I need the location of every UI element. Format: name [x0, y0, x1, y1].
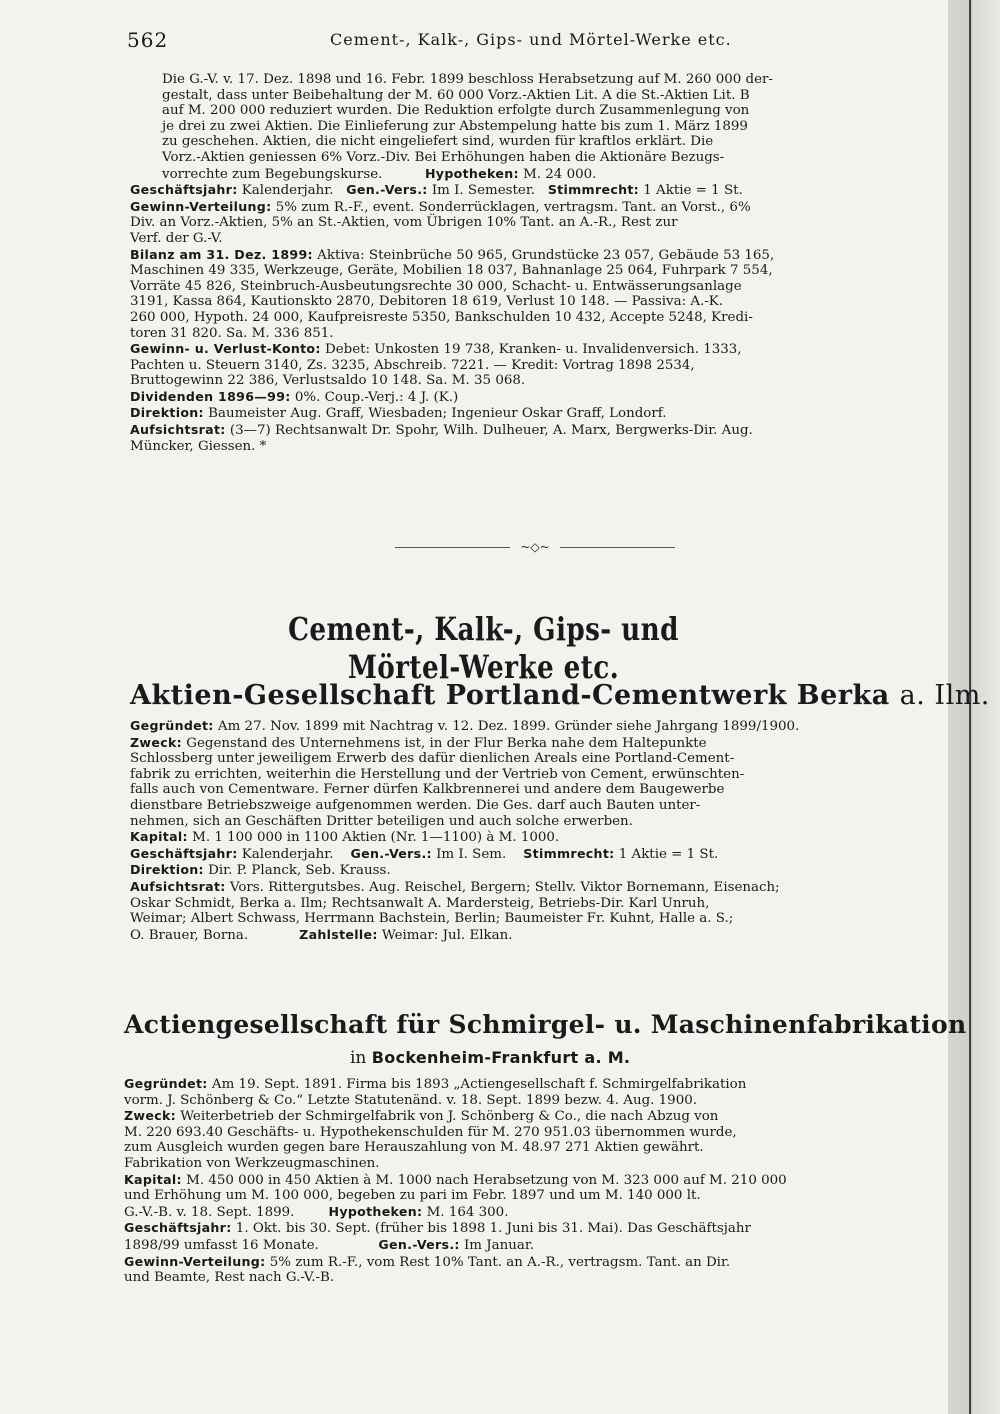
- text-line: falls auch von Cementware. Ferner dürfen Kalkbrennerei und andere dem Baugewerbe: [130, 782, 725, 798]
- geschaeftsjahr: Geschäftsjahr: 1. Okt. bis 30. Sept. (früher bis 1898 1. Juni bis 31. Mai). Das Geschäftsjahr 1898/99 umfasst 16 Monate. Gen.-Vers.: Im Januar.: [124, 1220, 751, 1253]
- text-line: Schlossberg unter jeweiligem Erwerb des dafür dienlichen Areals eine Portland-Cement-: [130, 751, 735, 767]
- text-line: Weimar; Albert Schwass, Herrmann Bachstein, Berlin; Baumeister Fr. Kuhnt, Halle a. S.;: [130, 911, 734, 927]
- section-title: Cement-, Kalk-, Gips- und Mörtel-Werke etc.: [288, 610, 679, 686]
- text-line: dienstbare Betriebszweige aufgenommen werden. Die Ges. darf auch Bauten unter-: [130, 797, 701, 813]
- text-line: Div. an Vorz.-Aktien, 5% an St.-Aktien, vom Übrigen 10% Tant. an A.-R., Rest zur: [130, 215, 678, 231]
- text-line: je drei zu zwei Aktien. Die Einlieferung zur Abstempelung hatte bis zum 1. März 1899: [162, 118, 748, 134]
- direktion-line: Direktion: Dir. P. Planck, Seb. Krauss.: [130, 862, 391, 879]
- text-line: auf M. 200 000 reduziert wurden. Die Reduktion erfolgte durch Zusammenlegung von: [162, 103, 750, 119]
- company-location: a. Ilm.: [899, 680, 990, 711]
- section-divider: [395, 540, 675, 554]
- company-entry: [130, 718, 930, 943]
- text-line: Vorz.-Aktien geniessen 6% Vorz.-Div. Bei Erhöhungen haben die Aktionäre Bezugs-: [162, 149, 725, 165]
- geschaeftsjahr-line: Geschäftsjahr: Kalenderjahr. Gen.-Vers.: Im I. Sem. Stimmrecht: 1 Aktie = 1 St.: [130, 845, 719, 862]
- divider-ornament: ~◇~: [520, 540, 550, 554]
- gewinn-verteilung: Gewinn-Verteilung: 5% zum R.-F., event. Sonderrücklagen, vertragsm. Tant. an Vorst., 6% Div. an Vorz.-Aktien, 5% an St.-Aktien, vom Übrigen 10% Tant. an A.-R., Rest zur Verf. der G.-V.: [130, 199, 930, 247]
- text-line: Pachten u. Steuern 3140, Zs. 3235, Abschreib. 7221. — Kredit: Vortrag 1898 2534,: [130, 357, 695, 373]
- kapital: Kapital: M. 450 000 in 450 Aktien à M. 1000 nach Herabsetzung von M. 323 000 auf M. 210 000 und Erhöhung um M. 100 000, begeben zu pari im Febr. 1897 und um M. 140 000 lt. G.-V.-B. v. 18. Sept. 1899. Hypotheken: M. 164 300.: [124, 1172, 930, 1221]
- text-line: Fabrikation von Werkzeugmaschinen.: [124, 1155, 380, 1171]
- zahlstelle-label: Zahlstelle:: [299, 926, 378, 942]
- zweck: Zweck: Gegenstand des Unternehmens ist, in der Flur Berka nahe dem Haltepunkte Schlossberg unter jeweiligem Erwerb des dafür dienlichen Areals eine Portland-Cement- fabrik zu errichten, weiterhin die Herstellung und der Vertrieb von Cement, erwünschten- falls auch von Cementware. Ferner dürfen Kalkbrennerei und andere dem Baugewerbe dienstbare Betriebszweige aufgenommen werden. Die Ges. darf auch Bauten unter- nehmen, sich an Geschäften Dritter beteiligen und auch solche erwerben.: [130, 735, 930, 830]
- previous-entry: [130, 72, 930, 454]
- text-line: Vorräte 45 826, Steinbruch-Ausbeutungsrechte 30 000, Schacht- u. Entwässerungsanlage: [130, 278, 742, 294]
- text-line: vorm. J. Schönberg & Co.“ Letzte Statutenänd. v. 18. Sept. 1899 bezw. 4. Aug. 1900.: [124, 1092, 697, 1108]
- text-line: 3191, Kassa 864, Kautionskto 2870, Debitoren 18 619, Verlust 10 148. — Passiva: A.-K.: [130, 294, 724, 310]
- text-line: gestalt, dass unter Beibehaltung der M. 60 000 Vorz.-Aktien Lit. A die St.-Aktien Lit. B: [162, 87, 750, 103]
- divider-line-right: [560, 547, 675, 548]
- text-line: und Beamte, Rest nach G.-V.-B.: [124, 1270, 335, 1286]
- gv-resolution-paragraph: [130, 72, 930, 182]
- text-line: Maschinen 49 335, Werkzeuge, Geräte, Mobilien 18 037, Bahnanlage 25 064, Fuhrpark 7 554,: [130, 263, 773, 279]
- text-line: zu geschehen. Aktien, die nicht eingeliefert sind, wurden für kraftlos erklärt. Die: [162, 134, 714, 150]
- gegruendet: Gegründet: Am 19. Sept. 1891. Firma bis 1893 „Actiengesellschaft f. Schmirgelfabrikation vorm. J. Schönberg & Co.“ Letzte Statutenänd. v. 18. Sept. 1899 bezw. 4. Aug. 1900.: [124, 1076, 930, 1108]
- aufsichtsrat: Aufsichtsrat: (3—7) Rechtsanwalt Dr. Spohr, Wilh. Dulheuer, A. Marx, Bergwerks-Dir. Aug. Müncker, Giessen. *: [130, 422, 930, 454]
- company-entry: [124, 1076, 930, 1286]
- hypotheken-label: Hypotheken:: [424, 165, 519, 181]
- page-number: 562: [127, 28, 169, 52]
- text-line: Oskar Schmidt, Berka a. Ilm; Rechtsanwalt A. Mardersteig, Betriebs-Dir. Karl Unruh,: [130, 895, 710, 911]
- bilanz: Bilanz am 31. Dez. 1899: Aktiva: Steinbrüche 50 965, Grundstücke 23 057, Gebäude 53 165, Maschinen 49 335, Werkzeuge, Geräte, Mobilien 18 037, Bahnanlage 25 064, Fuhrpark 7 554, Vorräte 45 826, Steinbruch-Ausbeutungsrechte 30 000, Schacht- u. Entwässerungsanlage 3191, Kassa 864, Kautionskto 2870, Debitoren 18 619, Verlust 10 148. — Passiva: A.-K. 260 000, Hypoth. 24 000, Kaufpreisreste 5350, Bankschulden 10 432, Accepte 5248, Kredi- toren 31 820. Sa. M. 336 851.: [130, 247, 930, 342]
- text-line: M. 220 693.40 Geschäfts- u. Hypothekenschulden für M. 270 951.03 übernommen wurde,: [124, 1124, 737, 1140]
- text-line: Bruttogewinn 22 386, Verlustsaldo 10 148. Sa. M. 35 068.: [130, 373, 526, 389]
- text-line: toren 31 820. Sa. M. 336 851.: [130, 325, 334, 341]
- text-line: Die G.-V. v. 17. Dez. 1898 und 16. Febr. 1899 beschloss Herabsetzung auf M. 260 000 der-: [162, 72, 773, 87]
- dividenden-line: Dividenden 1896—99: 0%. Coup.-Verj.: 4 J. (K.): [130, 388, 459, 405]
- hypotheken-value: M. 24 000.: [523, 166, 597, 182]
- divider-line-left: [395, 547, 510, 548]
- zweck: Zweck: Weiterbetrieb der Schmirgelfabrik von J. Schönberg & Co., die nach Abzug von M. 220 693.40 Geschäfts- u. Hypothekenschulden für M. 270 951.03 übernommen wurde, zum Ausgleich wurden gegen bare Herauszahlung von M. 48.97 271 Aktien gewährt. Fabrikation von Werkzeugmaschinen.: [124, 1108, 930, 1171]
- company-location: Bockenheim-Frankfurt a. M.: [371, 1048, 631, 1067]
- running-head: Cement-, Kalk-, Gips- und Mörtel-Werke etc.: [330, 30, 732, 49]
- text-line: Müncker, Giessen. *: [130, 438, 267, 454]
- company-title: [130, 680, 990, 711]
- gegruendet-line: Gegründet: Am 27. Nov. 1899 mit Nachtrag v. 12. Dez. 1899. Gründer siehe Jahrgang 1899/1900.: [130, 718, 800, 734]
- gewinn-verlust-konto: Gewinn- u. Verlust-Konto: Debet: Unkosten 19 738, Kranken- u. Invalidenversich. 1333, Pachten u. Steuern 3140, Zs. 3235, Abschreib. 7221. — Kredit: Vortrag 1898 2534, Bruttogewinn 22 386, Verlustsaldo 10 148. Sa. M. 35 068.: [130, 341, 930, 389]
- text-line: vorrechte zum Begebungskurse. Hypotheken: M. 24 000.: [162, 165, 597, 182]
- hypotheken-label: Hypotheken:: [328, 1203, 423, 1219]
- text-line: nehmen, sich an Geschäften Dritter beteiligen und auch solche erwerben.: [130, 813, 633, 829]
- genvers-label: Gen.-Vers.:: [378, 1236, 460, 1252]
- gewinn-verteilung: Gewinn-Verteilung: 5% zum R.-F., vom Rest 10% Tant. an A.-R., vertragsm. Tant. an Dir. und Beamte, Rest nach G.-V.-B.: [124, 1254, 930, 1286]
- text-line: Verf. der G.-V.: [130, 230, 223, 246]
- zahlstelle-value: Weimar: Jul. Elkan.: [381, 927, 513, 943]
- aufsichtsrat: Aufsichtsrat: Vors. Rittergutsbes. Aug. Reischel, Bergern; Stellv. Viktor Bornemann, Eisenach; Oskar Schmidt, Berka a. Ilm; Rechtsanwalt A. Mardersteig, Betriebs-Dir. Karl Unruh, Weimar; Albert Schwass, Herrmann Bachstein, Berlin; Baumeister Fr. Kuhnt, Halle a. S.; O. Brauer, Borna. Zahlstelle: Weimar: Jul. Elkan.: [130, 879, 930, 943]
- company-name: Actiengesellschaft für Schmirgel- u. Maschinenfabrikation: [124, 1010, 967, 1039]
- text-line: und Erhöhung um M. 100 000, begeben zu pari im Febr. 1897 und um M. 140 000 lt.: [124, 1188, 701, 1204]
- genvers-value: Im Januar.: [464, 1237, 535, 1253]
- text-line: zum Ausgleich wurden gegen bare Herauszahlung von M. 48.97 271 Aktien gewährt.: [124, 1140, 704, 1156]
- company-title: [124, 1010, 966, 1039]
- hypotheken-value: M. 164 300.: [426, 1204, 509, 1220]
- company-location-line: in Bockenheim-Frankfurt a. M.: [350, 1048, 631, 1068]
- text-line: 260 000, Hypoth. 24 000, Kaufpreisreste 5350, Bankschulden 10 432, Accepte 5248, Kredi-: [130, 309, 753, 325]
- text-line: fabrik zu errichten, weiterhin die Herstellung und der Vertrieb von Cement, erwünschten-: [130, 766, 745, 782]
- company-name: Aktien-Gesellschaft Portland-Cementwerk Berka: [130, 680, 890, 711]
- kapital-line: Kapital: M. 1 100 000 in 1100 Aktien (Nr. 1—1100) à M. 1000.: [130, 829, 560, 846]
- direktion-line: Direktion: Baumeister Aug. Graff, Wiesbaden; Ingenieur Oskar Graff, Londorf.: [130, 405, 667, 422]
- geschaeftsjahr-line: Geschäftsjahr: Kalenderjahr. Gen.-Vers.: Im I. Semester. Stimmrecht: 1 Aktie = 1 St.: [130, 182, 743, 199]
